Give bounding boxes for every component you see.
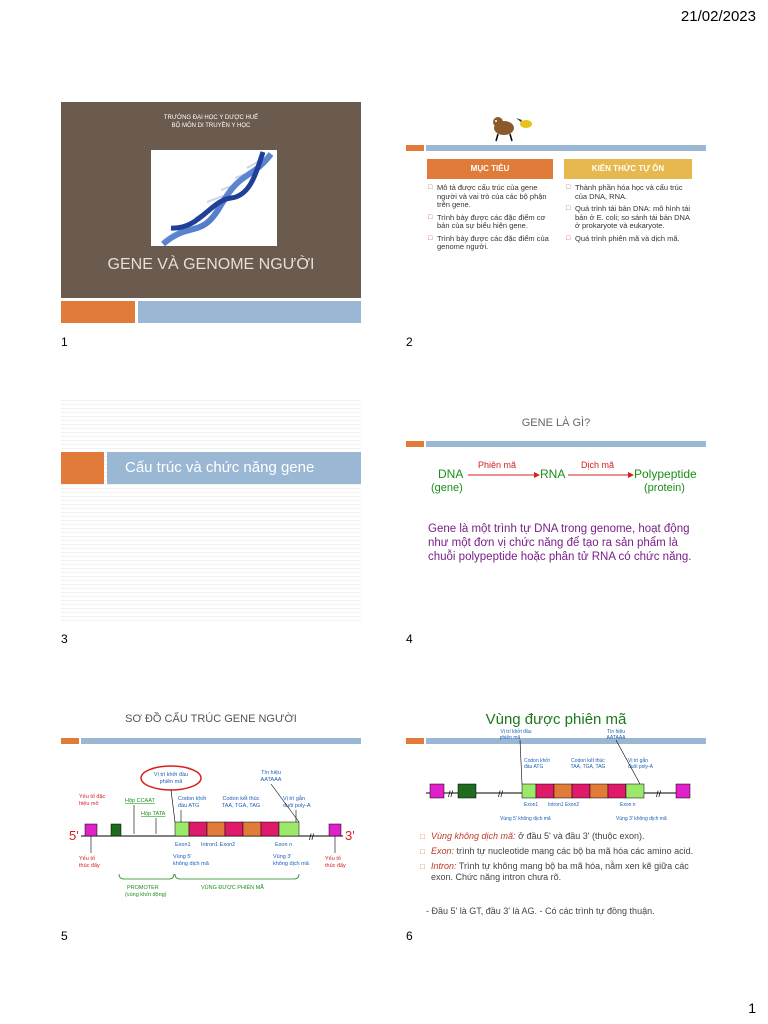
tissue-factor-label: Yếu tố đặc — [79, 794, 106, 800]
presentation-title: GENE VÀ GENOME NGƯỜI — [107, 256, 315, 273]
list-item: □ Trình bày được các đặc điểm cơ bản của sự biểu hiện gene. — [428, 214, 554, 231]
definition-list — [420, 831, 698, 887]
stop-codon-label: TAA, TGA, TAG — [570, 764, 606, 770]
stop-codon-label: Codon kết thúc — [222, 796, 260, 802]
section-title: Cấu trúc và chức năng gene — [125, 459, 315, 476]
signal-label: AATAAA — [606, 735, 626, 741]
slide-number: 5 — [61, 929, 68, 943]
document-date: 21/02/2023 — [680, 8, 756, 25]
list-item: □ Quá trình phiên mã và dịch mã. — [566, 235, 694, 244]
slide-title: SƠ ĐỒ CẤU TRÚC GENE NGƯỜI — [125, 713, 297, 725]
list-item: □ Intron: Trình tự không mang bộ ba mã hóa, nằm xen kẽ giữa các exon. Chức năng intron chưa rõ. — [420, 861, 698, 883]
intron-exon-label: Intron1 Exon2 — [548, 802, 580, 808]
tissue-factor-block — [111, 824, 121, 836]
utr3-label: Vùng 3' — [273, 854, 292, 860]
translation-label: Dịch mã — [581, 460, 615, 470]
gene-label: (gene) — [431, 482, 463, 494]
utr3-label: không dịch mã — [273, 861, 309, 867]
exon-segment — [261, 822, 279, 836]
stop-codon-label: TAA, TGA, TAG — [221, 803, 261, 809]
section-title-bar — [107, 452, 361, 484]
dna-label: DNA — [438, 467, 464, 481]
intron-exon-label: Intron1 Exon2 — [201, 842, 236, 848]
top-bar-orange — [406, 145, 424, 151]
objectives-list — [428, 184, 554, 256]
slide-4 — [406, 397, 706, 622]
enhancer-label: Yếu tố — [79, 856, 95, 862]
list-item: □ Exon: trình tự nucleotide mang các bộ ba mã hóa các amino acid. — [420, 846, 698, 857]
enhancer-block-left — [430, 784, 444, 798]
tissue-factor-label: hiệu mô — [79, 801, 99, 807]
exon-segment — [189, 822, 207, 836]
transcription-arrow — [468, 471, 540, 479]
accent-block-orange — [61, 301, 135, 323]
exon1-block — [522, 784, 536, 798]
intron-segment — [207, 822, 225, 836]
tata-box-label: Hộp TATA — [141, 811, 166, 817]
slide-number: 1 — [61, 335, 68, 349]
gene-definition: Gene là một trình tự DNA trong genome, hoạt động như một đơn vị chức năng để tạo ra sản phẩm là chuỗi polypeptide hoặc phân tử RNA có chức năng. — [428, 523, 692, 563]
enhancer-block-right — [329, 824, 341, 836]
list-item: □ Trình bày được các đặc điểm của genome người. — [428, 235, 554, 252]
gene-structure-diagram — [61, 758, 361, 908]
transcribed-region-diagram — [406, 726, 706, 826]
signal-label: AATAAA — [260, 777, 282, 783]
accent-block-blue — [138, 301, 361, 323]
slide-1 — [61, 102, 361, 327]
start-site-label: phiên mã — [159, 779, 183, 785]
consensus-note: - Đầu 5' là GT, đầu 3' là AG. - Có các trình tự đồng thuận. — [426, 906, 655, 916]
exonn-block — [626, 784, 644, 798]
top-bar-blue — [81, 738, 361, 744]
start-site-label: Vị trí khởi đầu — [500, 729, 532, 735]
utr3-label: Vùng 3' không dịch mã — [616, 816, 667, 822]
slide-number: 3 — [61, 632, 68, 646]
department-name: BỘ MÔN DI TRUYỀN Y HỌC — [171, 123, 251, 129]
utr5-label: Vùng 5' — [173, 854, 192, 860]
university-name: TRƯỜNG ĐẠI HỌC Y DƯỢC HUẾ — [163, 115, 259, 121]
stop-codon-label: Codon kết thúc — [571, 758, 605, 764]
exon-segment — [608, 784, 626, 798]
three-prime-label: 3' — [345, 828, 355, 843]
transcribed-region-label: VÙNG ĐƯỢC PHIÊN MÃ — [201, 885, 264, 891]
accent-block-orange — [61, 452, 104, 484]
list-item: □ Mô tả được cấu trúc của gene người và vai trò của các bộ phận trên gene. — [428, 184, 554, 210]
five-prime-label: 5' — [69, 828, 79, 843]
slide-6 — [406, 698, 706, 923]
slide-title: Vùng được phiên mã — [485, 711, 627, 728]
enhancer-label: Yếu tố — [325, 856, 341, 862]
promoter-label: PROMOTER — [127, 885, 159, 891]
slide-title: GENE LÀ GÌ? — [521, 417, 591, 429]
dna-helix-image — [151, 150, 277, 246]
list-item: □ Vùng không dịch mã: ở đầu 5' và đầu 3' (thuộc exon). — [420, 831, 698, 842]
slide-number: 4 — [406, 632, 413, 646]
enhancer-block-right — [676, 784, 690, 798]
protein-label: (protein) — [644, 482, 685, 494]
review-list — [566, 184, 694, 247]
start-site-label: phiên mã — [499, 735, 521, 741]
polya-site-label: đuôi poly-A — [283, 803, 311, 809]
promoter-label: (vùng khởi động) — [125, 892, 167, 898]
enhancer-label: thúc đẩy — [79, 863, 100, 869]
rna-label: RNA — [540, 467, 566, 481]
svg-text://: // — [656, 789, 662, 799]
intron-segment — [590, 784, 608, 798]
slide-3 — [61, 397, 361, 622]
enhancer-label: thúc đẩy — [325, 863, 346, 869]
polya-site-label: đuôi poly-A — [628, 764, 654, 770]
tissue-factor-block — [458, 784, 476, 798]
exon-segment — [536, 784, 554, 798]
ccaat-box-label: Hộp CCAAT — [125, 798, 155, 804]
slide-number: 2 — [406, 335, 413, 349]
signal-label: Tín hiệu — [606, 729, 626, 735]
start-codon-label: đầu ATG — [178, 803, 200, 809]
intron-segment — [554, 784, 572, 798]
enhancer-block-left — [85, 824, 97, 836]
translation-arrow — [568, 471, 634, 479]
exon1-label: Exon1 — [175, 842, 191, 848]
top-bar-orange — [61, 738, 79, 744]
start-codon-label: Codon khởi — [178, 796, 207, 802]
polya-site-label: Vị trí gắn — [283, 796, 306, 802]
exon-segment — [225, 822, 243, 836]
list-item: □ Thành phần hóa học và cấu trúc của DNA, RNA. — [566, 184, 694, 201]
exon1-block — [175, 822, 189, 836]
svg-text://: // — [448, 789, 454, 799]
exon-segment — [572, 784, 590, 798]
list-item: □ Quá trình tái bản DNA: mô hình tái bản ở E. coli; so sánh tái bản DNA ở prokaryote và eukaryote. — [566, 205, 694, 231]
start-site-label: Vị trí khởi đầu — [153, 772, 189, 778]
page-number: 1 — [748, 1000, 756, 1016]
polypeptide-label: Polypeptide — [634, 467, 697, 481]
exon1-label: Exon1 — [524, 802, 539, 808]
top-bar-orange — [406, 441, 424, 447]
slide-2 — [406, 102, 706, 327]
cartoon-illustration — [488, 110, 536, 142]
exonn-block — [279, 822, 299, 836]
top-bar-blue — [426, 145, 706, 151]
exonn-label: Exon n — [275, 842, 293, 848]
utr5-label: Vùng 5' không dịch mã — [500, 816, 551, 822]
svg-text://: // — [498, 789, 504, 799]
utr5-label: không dịch mã — [173, 861, 209, 867]
slide-number: 6 — [406, 929, 413, 943]
top-bar-blue — [426, 441, 706, 447]
intron-segment — [243, 822, 261, 836]
review-header: KIẾN THỨC TỰ ÔN — [564, 159, 692, 179]
polya-site-label: Vị trí gắn — [628, 758, 649, 764]
objectives-header: MỤC TIÊU — [427, 159, 553, 179]
start-codon-label: Codon khởi — [524, 758, 550, 764]
start-codon-label: đầu ATG — [524, 764, 544, 770]
slide-5 — [61, 698, 361, 923]
exonn-label: Exon n — [620, 802, 636, 808]
svg-text://: // — [309, 832, 315, 842]
signal-label: Tín hiệu — [261, 770, 281, 776]
transcription-label: Phiên mã — [478, 460, 517, 470]
